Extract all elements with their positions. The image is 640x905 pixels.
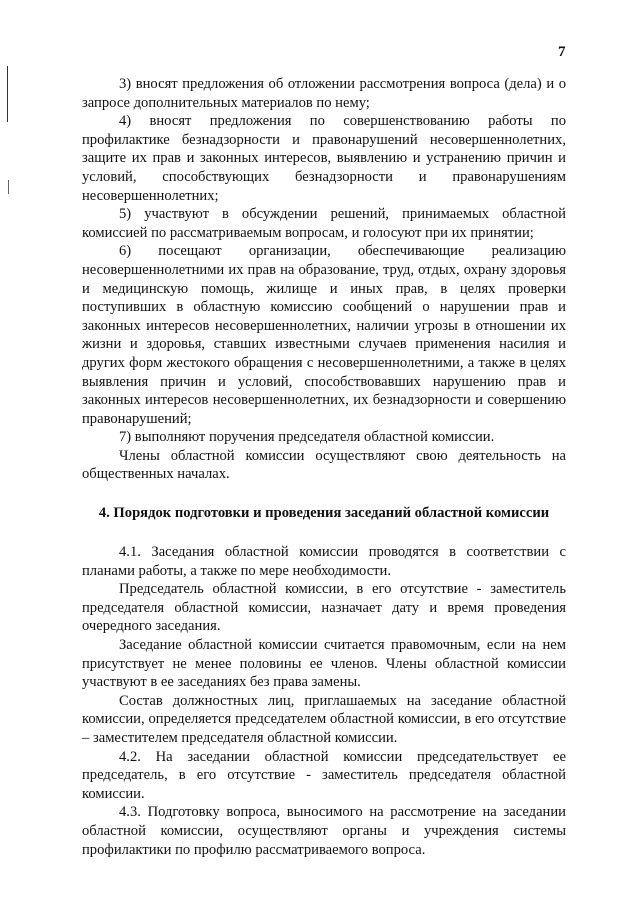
paragraph-quorum: Заседание областной комиссии считается правомочным, если на нем присутствует не менее половины ее членов. Члены областной комиссии участвуют в ее заседаниях без права замены. [82,637,566,691]
paragraph-members: Члены областной комиссии осуществляют свою деятельность на общественных началах. [82,447,566,483]
section-heading: 4. Порядок подготовки и проведения заседаний областной комиссии [98,505,550,522]
paragraph-item-4: 4) вносят предложения по совершенствованию работы по профилактике безнадзорности и правонарушений несовершеннолетних, защите их прав и законных интересов, выявлению и устранению причин и условий, способствующих безнадзорности и правонарушениям несовершеннолетних; [82,113,566,204]
paragraph-4-3: 4.3. Подготовку вопроса, выносимого на рассмотрение на заседании областной комиссии, осуществляют органы и учреждения системы профилактики по профилю рассматриваемого вопроса. [82,804,566,858]
paragraph-invited: Состав должностных лиц, приглашаемых на заседание областной комиссии, определяется председателем областной комиссии, в его отсутствие – заместителем председателя областной комиссии. [82,692,566,746]
margin-tick [8,180,9,194]
margin-line [7,66,8,122]
paragraph-item-6: 6) посещают организации, обеспечивающие реализацию несовершеннолетними их прав на образование, труд, отдых, охрану здоровья и медицинскую помощь, жилище и иных прав, в целях проверки поступивших в областную комиссию сообщений о нарушении прав и законных интересов несовершеннолетних, наличии угрозы в отношении их жизни и здоровья, ставших известными случаев применения насилия и других форм жестокого обращения с несовершеннолетними, а также в целях выявления причин и условий, способствовавших нарушению прав и законных интересов несовершеннолетних, их безнадзорности и совершению правонарушений; [82,243,566,427]
paragraph-4-1: 4.1. Заседания областной комиссии проводятся в соответствии с планами работы, а также по мере необходимости. [82,544,566,579]
paragraph-item-3: 3) вносят предложения об отложении рассмотрения вопроса (дела) и о запросе дополнительных материалов по нему; [82,76,566,111]
paragraph-chairman: Председатель областной комиссии, в его отсутствие - заместитель председателя областной комиссии, назначает дату и время проведения очередного заседания. [82,581,566,635]
paragraph-4-2: 4.2. На заседании областной комиссии председательствует ее председатель, в его отсутствие - заместитель председателя областной комиссии. [82,748,566,802]
page-number: 7 [558,44,566,60]
document-body [82,75,566,859]
paragraph-item-5: 5) участвуют в обсуждении решений, принимаемых областной комиссией по рассматриваемым вопросам, и голосуют при их принятии; [82,206,566,241]
paragraph-item-7: 7) выполняют поручения председателя областной комиссии. [119,429,495,446]
